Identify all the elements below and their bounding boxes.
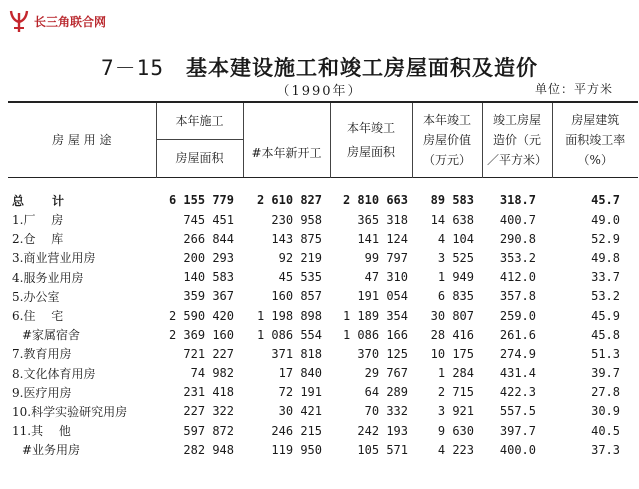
header-cost-3: ／平方米） (486, 153, 547, 167)
cell-e: 412.0 (499, 270, 536, 285)
cell-c: 365 318 (357, 212, 408, 227)
cell-b: 30 421 (278, 404, 322, 419)
row-label: 1.厂 房 (12, 213, 64, 228)
cell-d: 9 630 (437, 423, 474, 438)
header-completed-value-1: 本年竣工 (422, 113, 471, 127)
cell-d: 4 223 (437, 442, 474, 457)
header-rate-2: 面积竣工率 (565, 133, 626, 147)
table-row (8, 229, 638, 248)
row-label: #业务用房 (22, 443, 81, 458)
cell-b: 17 840 (278, 366, 322, 381)
cell-f: 27.8 (591, 385, 620, 400)
table-row (8, 364, 638, 383)
table-row (8, 440, 638, 459)
cell-c: 370 125 (357, 346, 408, 361)
cell-e: 422.3 (499, 385, 536, 400)
cell-f: 45.9 (591, 308, 620, 323)
cell-c: 242 193 (357, 423, 408, 438)
row-label: 4.服务业用房 (12, 270, 84, 285)
cell-b: 143 875 (271, 231, 322, 246)
cell-f: 39.7 (591, 366, 620, 381)
cell-a: 231 418 (183, 385, 234, 400)
cell-c: 1 189 354 (342, 308, 408, 323)
header-cost-1: 竣工房屋 (492, 113, 541, 127)
cell-f: 49.0 (591, 212, 620, 227)
site-logo (8, 8, 106, 34)
header-row (8, 102, 638, 178)
cell-f: 30.9 (591, 404, 620, 419)
unit-label: 单位：平方米 (534, 82, 613, 96)
table-row (8, 268, 638, 287)
cell-b: 92 219 (278, 250, 322, 265)
cell-f: 51.3 (591, 346, 620, 361)
table-number: 7－15 (101, 56, 164, 80)
cell-e: 357.8 (499, 289, 536, 304)
header-new-start: #本年新开工 (251, 146, 322, 160)
header-completed-value-3: （万元） (422, 153, 471, 167)
cell-b: 45 535 (278, 270, 322, 285)
row-label: 3.商业营业用房 (12, 251, 96, 266)
cell-b: 1 086 554 (256, 327, 322, 342)
cell-f: 37.3 (591, 442, 620, 457)
cell-d: 89 583 (430, 193, 474, 207)
table-row (8, 306, 638, 325)
table-row (8, 402, 638, 421)
table-row (8, 325, 638, 344)
cell-e: 259.0 (499, 308, 536, 323)
cell-d: 28 416 (430, 327, 474, 342)
cell-e: 261.6 (499, 327, 536, 342)
header-completed-value (412, 102, 482, 178)
cell-b: 119 950 (271, 442, 322, 457)
cell-a: 745 451 (183, 212, 234, 227)
row-label: 9.医疗用房 (12, 385, 72, 400)
header-completed-area-text: 房屋面积 (346, 145, 395, 159)
header-cost (482, 102, 552, 178)
table-title-text: 基本建设施工和竣工房屋面积及造价 (185, 55, 538, 80)
cell-c: 2 810 663 (342, 193, 408, 207)
row-label: 8.文化体育用房 (12, 366, 96, 381)
cell-a: 227 322 (183, 404, 234, 419)
cell-a: 140 583 (183, 270, 234, 285)
table-row (8, 248, 638, 267)
header-completed-area (330, 102, 412, 178)
table-row (8, 210, 638, 229)
cell-e: 274.9 (499, 346, 536, 361)
cell-f: 49.8 (591, 250, 620, 265)
table-row (8, 383, 638, 402)
table-row (8, 287, 638, 306)
table-row (8, 421, 638, 440)
cell-d: 3 525 (437, 250, 474, 265)
cell-b: 246 215 (271, 423, 322, 438)
cell-e: 318.7 (499, 193, 536, 207)
cell-d: 2 715 (437, 385, 474, 400)
cell-c: 47 310 (364, 270, 408, 285)
cell-c: 105 571 (357, 442, 408, 457)
cell-d: 1 284 (437, 366, 474, 381)
cell-f: 40.5 (591, 423, 620, 438)
cell-a: 6 155 779 (168, 193, 234, 207)
cell-e: 400.0 (499, 442, 536, 457)
cell-b: 371 818 (271, 346, 322, 361)
header-construction (156, 102, 330, 178)
cell-d: 30 807 (430, 308, 474, 323)
header-cost-2: 造价（元 (492, 133, 541, 147)
cell-a: 282 948 (183, 442, 234, 457)
cell-c: 29 767 (364, 366, 408, 381)
cell-c: 191 054 (357, 289, 408, 304)
header-construct-area: 房屋面积 (175, 151, 224, 165)
cell-e: 431.4 (499, 366, 536, 381)
cell-f: 53.2 (591, 289, 620, 304)
table-row (8, 344, 638, 363)
cell-c: 70 332 (364, 404, 408, 419)
cell-b: 72 191 (278, 385, 322, 400)
cell-b: 160 857 (271, 289, 322, 304)
cell-a: 2 369 160 (168, 327, 234, 342)
cell-d: 6 835 (437, 289, 474, 304)
header-construct-top: 本年施工 (157, 103, 243, 140)
cell-d: 1 949 (437, 270, 474, 285)
cell-a: 721 227 (183, 346, 234, 361)
cell-e: 290.8 (499, 231, 536, 246)
data-table (8, 101, 638, 459)
table-row (8, 178, 638, 211)
row-label: 总计 (12, 193, 93, 208)
header-rate (552, 102, 638, 178)
header-use: 房 屋 用 途 (8, 102, 156, 178)
cell-b: 230 958 (271, 212, 322, 227)
cell-d: 10 175 (430, 346, 474, 361)
cell-f: 45.7 (591, 193, 620, 207)
logo-mark-icon (8, 8, 30, 34)
cell-a: 359 367 (183, 289, 234, 304)
header-completed-top: 本年竣工 (346, 121, 395, 135)
cell-a: 74 982 (190, 366, 234, 381)
cell-c: 141 124 (357, 231, 408, 246)
cell-f: 33.7 (591, 270, 620, 285)
cell-c: 64 289 (364, 385, 408, 400)
row-label: 5.办公室 (12, 289, 60, 304)
row-label: 6.住 宅 (12, 309, 64, 324)
header-completed-value-2: 房屋价值 (422, 133, 471, 147)
header-rate-3: （%） (577, 153, 613, 167)
row-label: 7.教育用房 (12, 347, 72, 362)
logo-text: 长三角联合网 (34, 14, 107, 29)
cell-d: 14 638 (430, 212, 474, 227)
cell-b: 2 610 827 (256, 193, 322, 207)
header-rate-1: 房屋建筑 (571, 113, 620, 127)
cell-e: 557.5 (499, 404, 536, 419)
table-title (0, 52, 639, 82)
cell-d: 4 104 (437, 231, 474, 246)
cell-a: 597 872 (183, 423, 234, 438)
cell-a: 200 293 (183, 250, 234, 265)
cell-c: 1 086 166 (342, 327, 408, 342)
cell-a: 266 844 (183, 231, 234, 246)
table-body (8, 178, 638, 460)
cell-c: 99 797 (364, 250, 408, 265)
row-label: 11.其 他 (12, 424, 71, 439)
cell-d: 3 921 (437, 404, 474, 419)
cell-e: 400.7 (499, 212, 536, 227)
cell-e: 353.2 (499, 250, 536, 265)
table-year: （1990年） (276, 84, 363, 99)
cell-b: 1 198 898 (256, 308, 322, 323)
row-label: 10.科学实验研究用房 (12, 404, 128, 419)
row-label: #家属宿舍 (22, 328, 81, 343)
row-label: 2.仓 库 (12, 232, 64, 247)
cell-a: 2 590 420 (168, 308, 234, 323)
cell-e: 397.7 (499, 423, 536, 438)
cell-f: 52.9 (591, 231, 620, 246)
cell-f: 45.8 (591, 327, 620, 342)
